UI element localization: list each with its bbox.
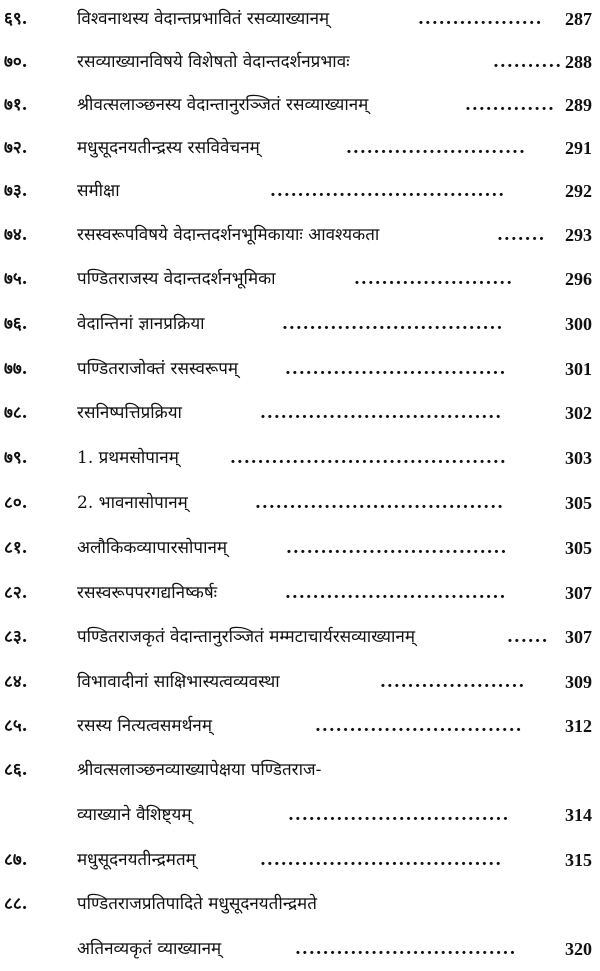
dot-leader: ...... bbox=[507, 627, 549, 647]
toc-row bbox=[0, 90, 600, 120]
entry-number: ७३. bbox=[4, 181, 28, 201]
page-number: 314 bbox=[565, 805, 592, 825]
page-number: 293 bbox=[565, 225, 592, 245]
entry-title: 2. भावनासोपानम् bbox=[77, 493, 188, 513]
entry-title: व्याख्याने वैशिष्ट्यम् bbox=[77, 805, 192, 825]
toc-row bbox=[0, 309, 600, 339]
entry-number: ७६. bbox=[4, 314, 28, 334]
entry-number: ७९. bbox=[4, 448, 28, 468]
dot-leader: .................................... bbox=[255, 493, 505, 513]
toc-row bbox=[0, 133, 600, 163]
dot-leader: .......... bbox=[493, 52, 563, 72]
dot-leader: ..................... bbox=[380, 672, 526, 692]
toc-row bbox=[0, 443, 600, 473]
entry-number: ७०. bbox=[4, 52, 28, 72]
dot-leader: ................................... bbox=[260, 850, 503, 870]
toc-row bbox=[0, 47, 600, 77]
dot-leader: ................................ bbox=[295, 939, 517, 959]
page-number: 287 bbox=[565, 9, 592, 29]
entry-number: ७४. bbox=[4, 225, 28, 245]
toc-row bbox=[0, 4, 600, 34]
entry-title: वेदान्तिनां ज्ञानप्रक्रिया bbox=[77, 314, 205, 334]
dot-leader: ................................ bbox=[288, 805, 510, 825]
entry-title: रसस्य नित्यत्वसमर्थनम् bbox=[77, 716, 213, 736]
toc-row bbox=[0, 934, 600, 964]
page-number: 301 bbox=[565, 359, 592, 379]
toc-row bbox=[0, 889, 600, 919]
entry-title: मधुसूदनयतीन्द्रस्य रसविवेचनम् bbox=[77, 138, 260, 158]
toc-row bbox=[0, 176, 600, 206]
page-number: 302 bbox=[565, 403, 592, 423]
toc-row bbox=[0, 533, 600, 563]
toc-row bbox=[0, 398, 600, 428]
entry-title: अतिनव्यकृतं व्याख्यानम् bbox=[77, 939, 222, 959]
dot-leader: ................................ bbox=[282, 314, 504, 334]
toc-row bbox=[0, 622, 600, 652]
page-number: 307 bbox=[565, 583, 592, 603]
entry-title: विश्वनाथस्य वेदान्तप्रभावितं रसव्याख्यानम् bbox=[77, 9, 330, 29]
entry-number: ८२. bbox=[4, 583, 28, 603]
page-number: 291 bbox=[565, 138, 592, 158]
entry-title: रसव्याख्यानविषये विशेषतो वेदान्तदर्शनप्रभावः bbox=[77, 52, 350, 72]
page-number: 288 bbox=[565, 52, 592, 72]
dot-leader: .............................. bbox=[315, 716, 523, 736]
page-number: 309 bbox=[565, 672, 592, 692]
dot-leader: ................................ bbox=[286, 538, 508, 558]
page-number: 320 bbox=[565, 939, 592, 959]
entry-number: ७८. bbox=[4, 403, 28, 423]
dot-leader: ............. bbox=[465, 95, 555, 115]
dot-leader: ....... bbox=[497, 225, 546, 245]
toc-row bbox=[0, 220, 600, 250]
entry-number: ८५. bbox=[4, 716, 28, 736]
entry-number: ८०. bbox=[4, 493, 28, 513]
dot-leader: .......................... bbox=[346, 138, 526, 158]
toc-row bbox=[0, 354, 600, 384]
entry-title: रसस्वरूपपरगद्यनिष्कर्षः bbox=[77, 583, 218, 603]
entry-number: ७२. bbox=[4, 138, 28, 158]
dot-leader: ................................ bbox=[285, 359, 507, 379]
page-number: 303 bbox=[565, 448, 592, 468]
entry-title: रसस्वरूपविषये वेदान्तदर्शनभूमिकायाः आवश्यकता bbox=[77, 225, 380, 245]
entry-number: ७१. bbox=[4, 95, 28, 115]
entry-title: अलौकिकव्यापारसोपानम् bbox=[77, 538, 228, 558]
dot-leader: ................................ bbox=[285, 583, 507, 603]
dot-leader: .................................. bbox=[270, 181, 506, 201]
entry-title: पण्डितराजप्रतिपादिते मधुसूदनयतीन्द्रमते bbox=[77, 894, 317, 914]
entry-number: ७७. bbox=[4, 359, 28, 379]
toc-row bbox=[0, 488, 600, 518]
toc-row bbox=[0, 800, 600, 830]
page-number: 307 bbox=[565, 627, 592, 647]
page-number: 296 bbox=[565, 269, 592, 289]
dot-leader: ........................................ bbox=[230, 448, 507, 468]
entry-number: ८३. bbox=[4, 627, 28, 647]
page-number: 305 bbox=[565, 493, 592, 513]
entry-title: विभावादीनां साक्षिभास्यत्वव्यवस्था bbox=[77, 672, 280, 692]
toc-row bbox=[0, 578, 600, 608]
entry-title: समीक्षा bbox=[77, 181, 120, 201]
entry-title: रसनिष्पत्तिप्रक्रिया bbox=[77, 403, 182, 423]
entry-number: ८७. bbox=[4, 850, 28, 870]
page-number: 312 bbox=[565, 716, 592, 736]
entry-title: पण्डितराजकृतं वेदान्तानुरञ्जितं मम्मटाचार्यरसव्याख्यानम् bbox=[77, 627, 416, 647]
entry-title: 1. प्रथमसोपानम् bbox=[77, 448, 179, 468]
entry-title: मधुसूदनयतीन्द्रमतम् bbox=[77, 850, 196, 870]
entry-title: श्रीवत्सलाञ्छनस्य वेदान्तानुरञ्जितं रसव्याख्यानम् bbox=[77, 95, 369, 115]
toc-row bbox=[0, 755, 600, 785]
entry-number: ८१. bbox=[4, 538, 28, 558]
page-number: 289 bbox=[565, 95, 592, 115]
entry-number: ८८. bbox=[4, 894, 28, 914]
entry-number: ८४. bbox=[4, 672, 28, 692]
dot-leader: ....................... bbox=[354, 269, 514, 289]
toc-row bbox=[0, 845, 600, 875]
page-number: 300 bbox=[565, 314, 592, 334]
toc-row bbox=[0, 711, 600, 741]
entry-number: ७५. bbox=[4, 269, 28, 289]
entry-title: श्रीवत्सलाञ्छनव्याख्यापेक्षया पण्डितराज- bbox=[77, 760, 322, 780]
entry-title: पण्डितराजोक्तं रसस्वरूपम् bbox=[77, 359, 239, 379]
page-number: 305 bbox=[565, 538, 592, 558]
dot-leader: ................................... bbox=[260, 403, 503, 423]
entry-title: पण्डितराजस्य वेदान्तदर्शनभूमिका bbox=[77, 269, 276, 289]
dot-leader: .................. bbox=[418, 9, 543, 29]
toc-row bbox=[0, 667, 600, 697]
entry-number: ६९. bbox=[4, 9, 28, 29]
page-number: 315 bbox=[565, 850, 592, 870]
page-number: 292 bbox=[565, 181, 592, 201]
entry-number: ८६. bbox=[4, 760, 28, 780]
toc-row bbox=[0, 264, 600, 294]
